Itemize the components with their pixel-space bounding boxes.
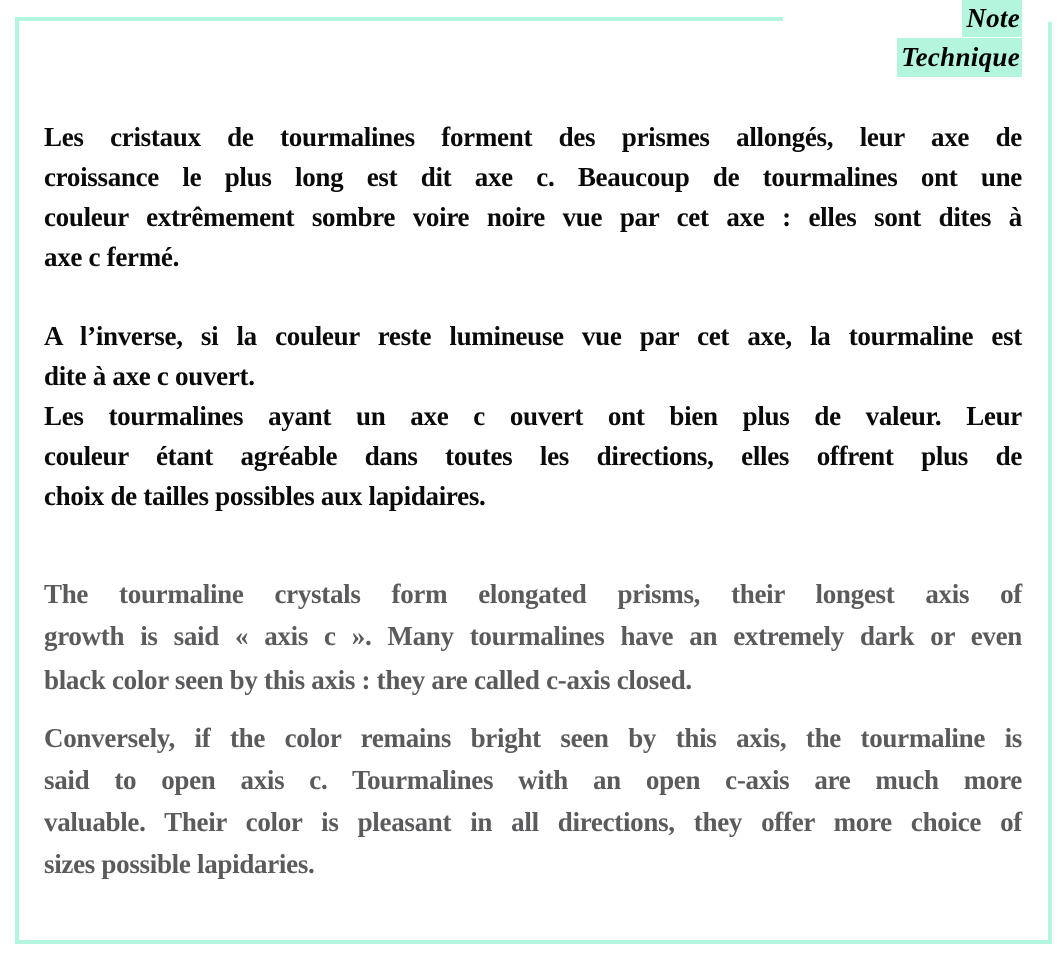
- text-line: said to open axis c. Tourmalines with an open c-axis are much more: [44, 765, 1022, 795]
- text-line: Les tourmalines ayant un axe c ouvert ont bien plus de valeur. Leur: [44, 401, 1022, 431]
- frame-border-right: [1048, 22, 1052, 944]
- text-line: The tourmaline crystals form elongated prisms, their longest axis of: [44, 579, 1022, 609]
- frame-border-bottom: [15, 940, 1052, 944]
- text-line: sizes possible lapidaries.: [44, 849, 315, 879]
- text-line: black color seen by this axis : they are called c-axis closed.: [44, 665, 692, 695]
- text-line: choix de tailles possibles aux lapidaires.: [44, 481, 486, 511]
- text-line: growth is said « axis c ». Many tourmalines have an extremely dark or even: [44, 621, 1022, 651]
- text-line: croissance le plus long est dit axe c. Beaucoup de tourmalines ont une: [44, 162, 1022, 192]
- text-line: Les cristaux de tourmalines forment des prismes allongés, leur axe de: [44, 122, 1022, 152]
- text-line: A l’inverse, si la couleur reste lumineuse vue par cet axe, la tourmaline est: [44, 321, 1022, 351]
- frame-border-left: [15, 17, 19, 944]
- title-note: Note: [962, 0, 1022, 37]
- text-line: valuable. Their color is pleasant in all directions, they offer more choice of: [44, 807, 1022, 837]
- text-line: couleur étant agréable dans toutes les directions, elles offrent plus de: [44, 441, 1022, 471]
- text-line: axe c fermé.: [44, 242, 180, 272]
- frame-border-top: [15, 17, 783, 21]
- text-line: couleur extrêmement sombre voire noire vue par cet axe : elles sont dites à: [44, 202, 1022, 232]
- text-line: dite à axe c ouvert.: [44, 361, 255, 391]
- title-technique: Technique: [897, 38, 1022, 77]
- text-line: Conversely, if the color remains bright seen by this axis, the tourmaline is: [44, 723, 1022, 753]
